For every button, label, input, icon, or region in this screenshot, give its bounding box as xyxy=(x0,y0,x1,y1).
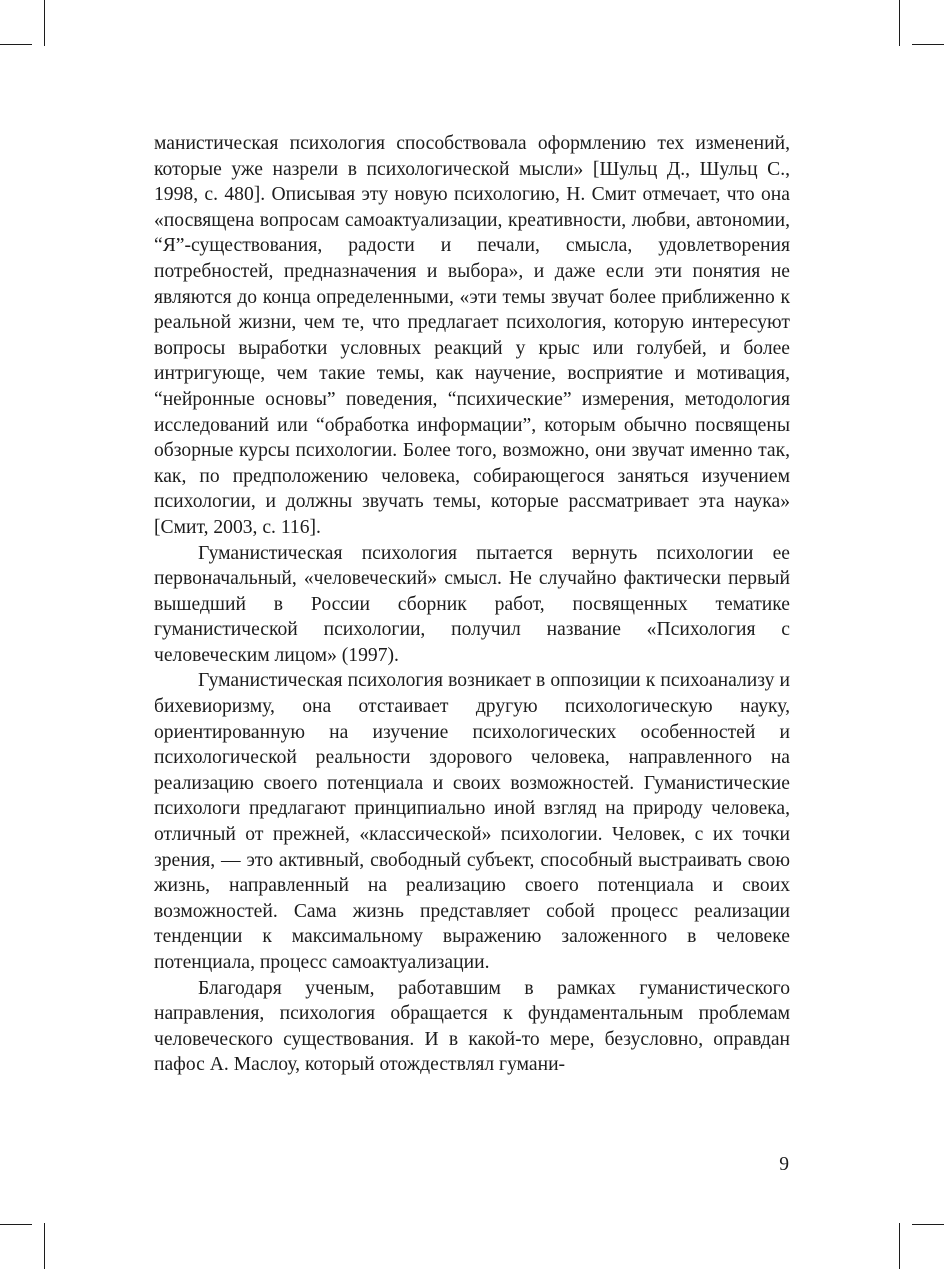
crop-mark-top-left-horizontal xyxy=(0,44,32,45)
page-number: 9 xyxy=(779,1154,789,1175)
crop-mark-top-right-vertical xyxy=(899,0,900,46)
crop-mark-bottom-left-horizontal xyxy=(0,1224,32,1225)
paragraph: манистическая психология способствовала оформлению тех изменений, которые уже назрели в психологической мысли» [Шульц Д., Шульц С., 1998, с. 480]. Описывая эту новую психологию, Н. Смит отмечает, что она «посвящена вопросам самоактуализации, креативности, любви, автономии, “Я”-существования, радости и печали, смысла, удовлетворения потребностей, предназначения и выбора», и даже если эти понятия не являются до конца определенными, «эти темы звучат более приближенно к реальной жизни, чем те, что предлагает психология, которую интересуют вопросы выработки условных реакций у крыс или голубей, и более интригующе, чем такие темы, как научение, восприятие и мотивация, “нейронные основы” поведения, “психические” измерения, методология исследований или “обработка информации”, которым обычно посвящены обзорные курсы психологии. Более того, возможно, они звучат именно так, как, по предположению человека, собирающегося заняться изучением психологии, и должны звучать темы, которые рассматривает эта наука» [Смит, 2003, с. 116]. xyxy=(154,133,790,538)
crop-mark-top-left-vertical xyxy=(44,0,45,46)
body-text xyxy=(154,131,790,1078)
paragraph: Благодаря ученым, работавшим в рамках гуманистического направления, психология обращается к фундаментальным проблемам человеческого существования. И в какой-то мере, безусловно, оправдан пафос А. Маслоу, который отождествлял гумани- xyxy=(154,977,790,1076)
crop-mark-bottom-right-vertical xyxy=(899,1223,900,1269)
crop-mark-top-right-horizontal xyxy=(912,44,944,45)
paragraph: Гуманистическая психология возникает в оппозиции к психоанализу и бихевиоризму, она отстаивает другую психологическую науку, ориентированную на изучение психологических особенностей и психологической реальности здорового человека, направленного на реализацию своего потенциала и своих возможностей. Гуманистические психологи предлагают принципиально иной взгляд на природу человека, отличный от прежней, «классической» психологии. Человек, с их точки зрения, — это активный, свободный субъект, способный выстраивать свою жизнь, направленный на реализацию своего потенциала и своих возможностей. Сама жизнь представляет собой процесс реализации тенденции к максимальному выражению заложенного в человеке потенциала, процесс самоактуализации. xyxy=(154,670,790,973)
crop-mark-bottom-left-vertical xyxy=(44,1223,45,1269)
paragraph: Гуманистическая психология пытается вернуть психологии ее первоначальный, «человеческий» смысл. Не случайно фактически первый вышедший в России сборник работ, посвященных тематике гуманистической психологии, получил название «Психология с человеческим лицом» (1997). xyxy=(154,542,790,666)
crop-mark-bottom-right-horizontal xyxy=(912,1224,944,1225)
